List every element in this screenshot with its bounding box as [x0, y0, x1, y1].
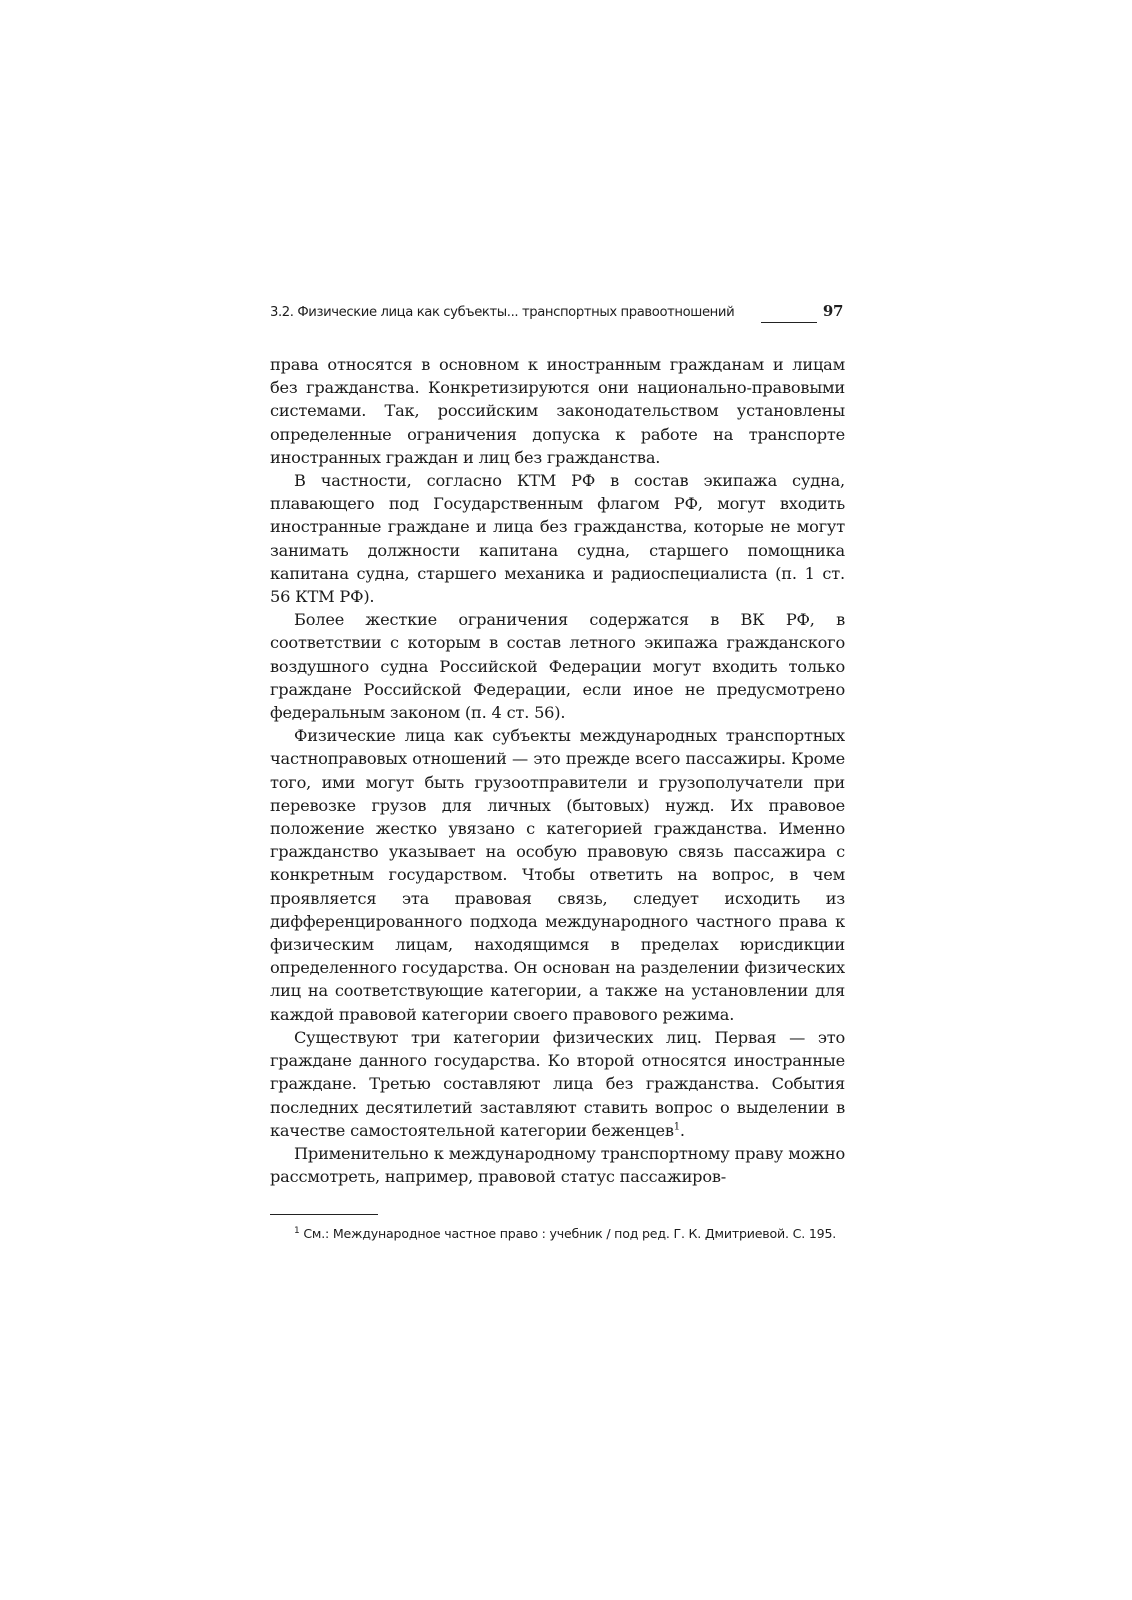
- running-head: [270, 300, 845, 326]
- main-text: [270, 353, 845, 1188]
- header-rule: [761, 322, 817, 323]
- footnote-reference[interactable]: 1: [673, 1121, 680, 1133]
- footnote-rule: [270, 1214, 378, 1215]
- paragraph-1: права относятся в основном к иностранным гражданам и лицам без гражданства. Конкретизируются они национально-правовыми системами. Так, российским законодательством установлены определенные ограничения допуска к работе на транспорте иностранных граждан и лиц без гражданства.: [270, 355, 845, 467]
- page-content: [270, 300, 845, 1242]
- paragraph-3: Более жесткие ограничения содержатся в ВК РФ, в соответствии с которым в состав летного экипажа гражданского воздушного судна Российской Федерации могут входить только граждане Российской Федерации, если иное не предусмотрено федеральным законом (п. 4 ст. 56).: [270, 610, 845, 723]
- footnote: [270, 1225, 845, 1242]
- paragraph-4: Физические лица как субъекты международных транспортных частноправовых отношений — это прежде всего пассажиры. Кроме того, ими могут быть грузоотправители и грузополучатели при перевозке грузов для личных (бытовых) нужд. Их правовое положение жестко увязано с категорией гражданства. Именно гражданство указывает на особую правовую связь пассажира с конкретным государством. Чтобы ответить на вопрос, в чем проявляется эта правовая связь, следует исходить из дифференцированного подхода международного частного права к физическим лицам, находящимся в пределах юрисдикции определенного государства. Он основан на разделении физических лиц на соответствующие категории, а также на установлении для каждой правовой категории своего правового режима.: [270, 726, 845, 1024]
- footnote-marker: 1: [294, 1226, 300, 1237]
- paragraph-6: Применительно к международному транспортному праву можно рассмотреть, например, правовой статус пассажиров-: [270, 1143, 845, 1187]
- page-number: 97: [822, 302, 843, 320]
- paragraph-2: В частности, согласно КТМ РФ в состав экипажа судна, плавающего под Государственным флагом РФ, могут входить иностранные граждане и лица без гражданства, которые не могут занимать должности капитана судна, старшего помощника капитана судна, старшего механика и радиоспециалиста (п. 1 ст. 56 КТМ РФ).: [270, 471, 845, 607]
- footnote-text: См.: Международное частное право : учебник / под ред. Г. К. Дмитриевой. С. 195.: [303, 1226, 837, 1242]
- paragraph-5: [270, 1026, 845, 1142]
- paragraph-5-text: Существуют три категории физических лиц. Первая — это граждане данного государства. Ко второй относятся иностранные граждане. Третью составляют лица без гражданства. События последних десятилетий заставляют ставить вопрос о выделении в качестве самостоятельной категории беженцев: [270, 1027, 845, 1140]
- running-title: 3.2. Физические лица как субъекты... транспортных правоотношений: [270, 305, 735, 320]
- paragraph-5-end: .: [679, 1120, 685, 1140]
